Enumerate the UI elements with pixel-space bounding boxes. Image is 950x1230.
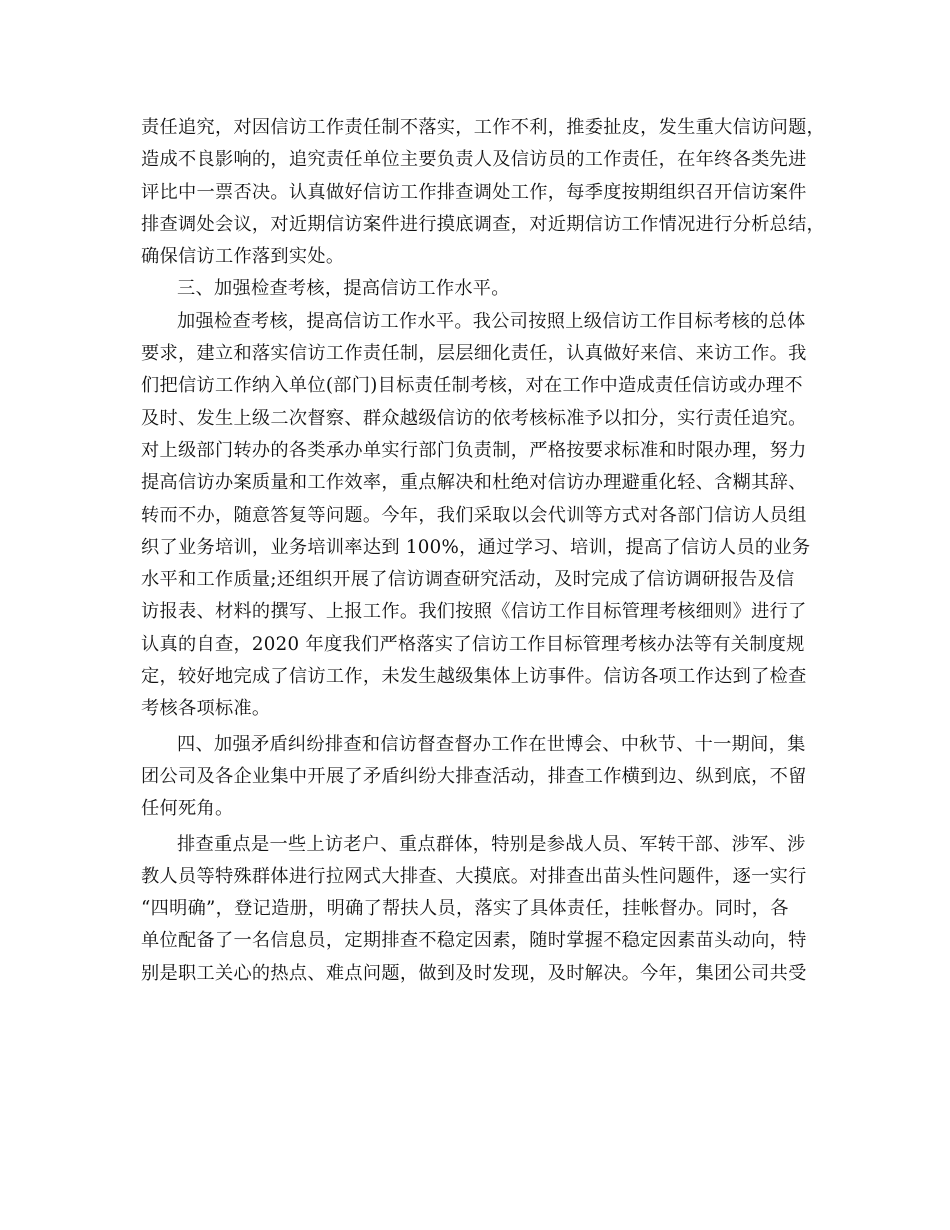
text-line: 排查重点是一些上访老户、重点群体，特别是参战人员、军转干部、涉军、涉 <box>177 833 806 855</box>
text-line: 责任追究，对因信访工作责任制不落实，工作不利，推委扯皮，发生重大信访问题， <box>141 117 826 138</box>
text-line: 访报表、材料的撰写、上报工作。我们按照《信访工作目标管理考核细则》进行了 <box>141 601 807 623</box>
text-line: 团公司及各企业集中开展了矛盾纠纷大排查活动，排查工作横到边、纵到底，不留 <box>141 765 807 787</box>
text-line: 考核各项标准。 <box>141 698 271 720</box>
text-line: 别是职工关心的热点、难点问题，做到及时发现，及时解决。今年，集团公司共受 <box>141 962 807 984</box>
text-line: “四明确”，登记造册，明确了帮扶人员，落实了具体责任，挂帐督办。同时，各 <box>141 898 789 920</box>
section-heading: 三、加强检查考核，提高信访工作水平。 <box>177 278 510 300</box>
text-line: 排查调处会议，对近期信访案件进行摸底调查，对近期信访工作情况进行分析总结， <box>141 213 826 235</box>
section-heading: 四、加强矛盾纠纷排查和信访督查督办工作在世博会、中秋节、十一期间，集 <box>177 733 806 755</box>
text-line: 及时、发生上级二次督察、群众越级信访的依考核标准予以扣分，实行责任追究。 <box>141 407 807 429</box>
text-line: 对上级部门转办的各类承办单实行部门负责制，严格按要求标准和时限办理，努力 <box>141 439 807 461</box>
text-line: 转而不办，随意答复等问题。今年，我们采取以会代训等方式对各部门信访人员组 <box>141 504 807 526</box>
text-line: 评比中一票否决。认真做好信访工作排查调处工作，每季度按期组织召开信访案件 <box>141 181 807 203</box>
text-line: 任何死角。 <box>141 798 234 820</box>
text-line: 单位配备了一名信息员，定期排查不稳定因素，随时掌握不稳定因素苗头动向，特 <box>141 930 807 952</box>
text-line: 水平和工作质量;还组织开展了信访调查研究活动，及时完成了信访调研报告及信 <box>141 569 795 591</box>
text-line: 要求，建立和落实信访工作责任制，层层细化责任，认真做好来信、来访工作。我 <box>141 343 807 365</box>
text-line: 造成不良影响的，追究责任单位主要负责人及信访员的工作责任，在年终各类先进 <box>141 149 807 171</box>
text-line: 织了业务培训，业务培训率达到 100%，通过学习、培训，提高了信访人员的业务 <box>141 536 811 558</box>
text-line: 提高信访办案质量和工作效率，重点解决和杜绝对信访办理避重化轻、含糊其辞、 <box>141 472 807 494</box>
text-line: 加强检查考核，提高信访工作水平。我公司按照上级信访工作目标考核的总体 <box>177 310 806 332</box>
text-line: 定，较好地完成了信访工作，未发生越级集体上访事件。信访各项工作达到了检查 <box>141 666 807 688</box>
document-body <box>141 112 831 990</box>
text-line: 教人员等特殊群体进行拉网式大排查、大摸底。对排查出苗头性问题件，逐一实行 <box>141 865 807 887</box>
text-line: 认真的自查，2020 年度我们严格落实了信访工作目标管理考核办法等有关制度规 <box>141 633 805 655</box>
text-line: 们把信访工作纳入单位(部门)目标责任制考核，对在工作中造成责任信访或办理不 <box>141 375 803 397</box>
text-line: 确保信访工作落到实处。 <box>141 246 345 268</box>
